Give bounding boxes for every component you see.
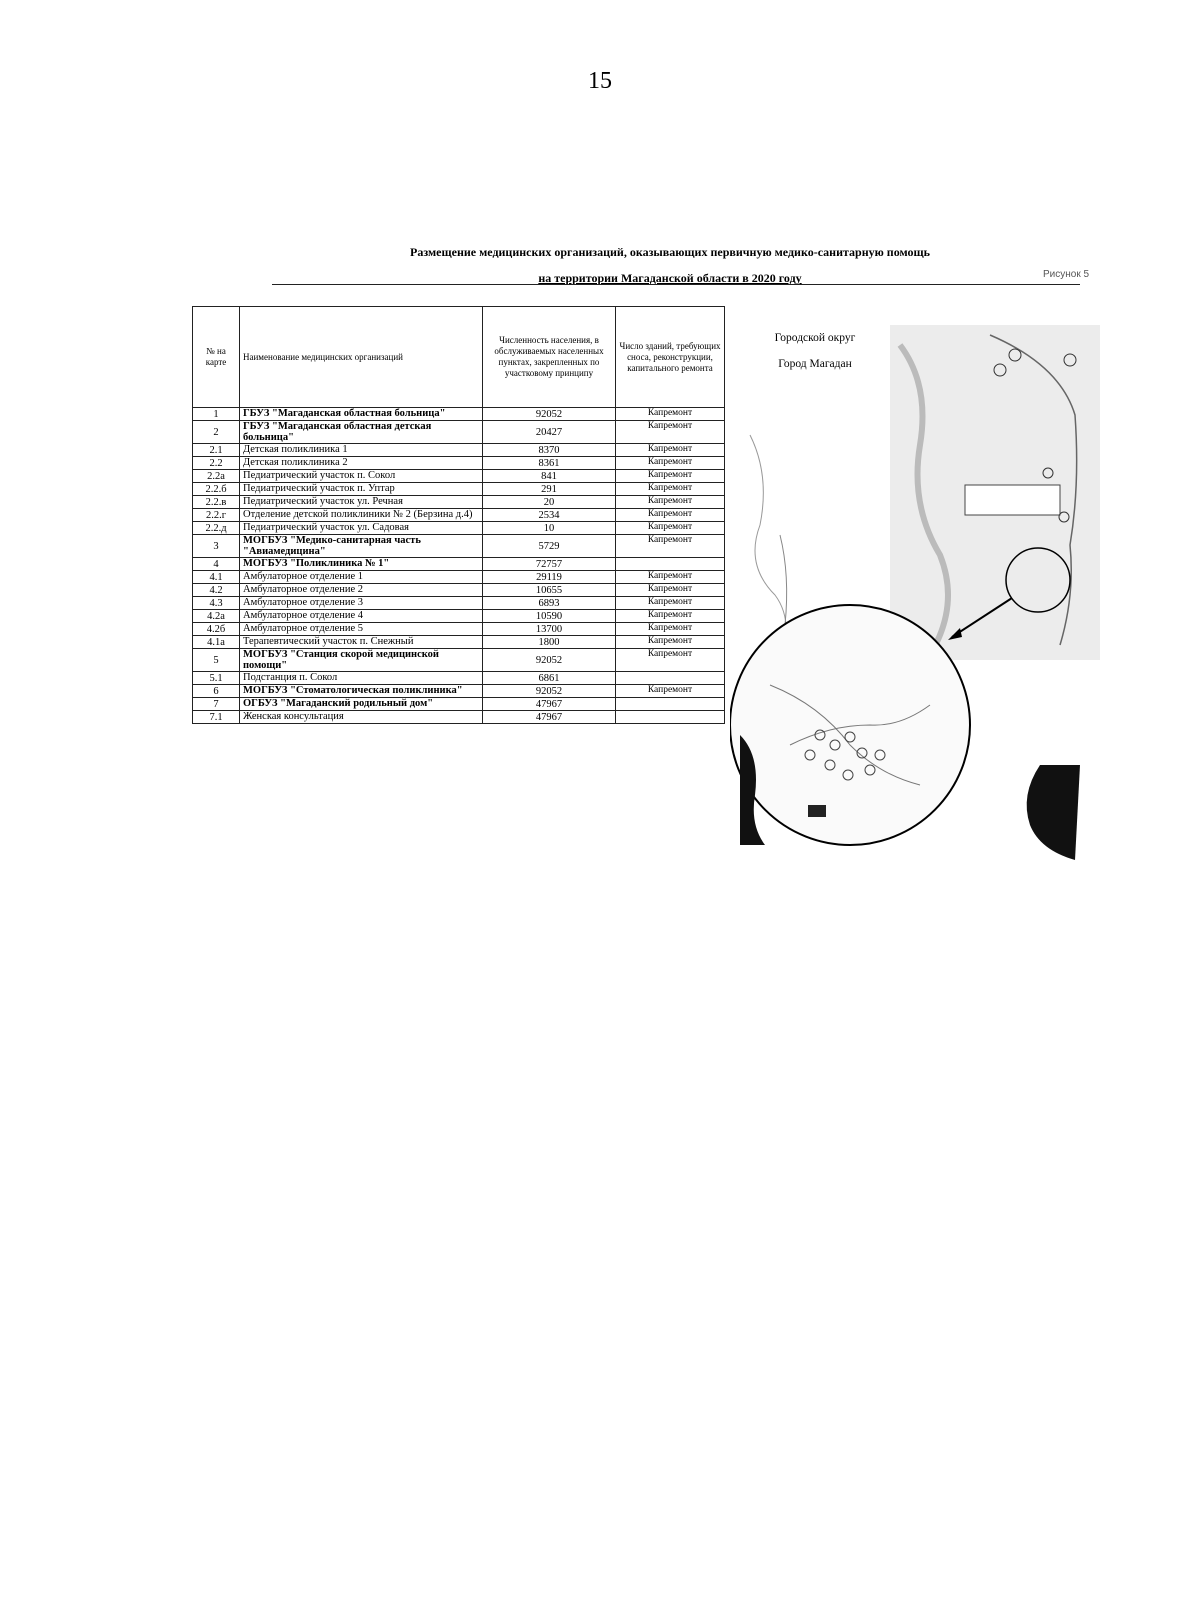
page-number: 15 (588, 68, 612, 94)
map-number-cell: 2.2а (193, 470, 240, 483)
table-row (193, 496, 725, 509)
map-number-cell: 1 (193, 408, 240, 421)
org-name-cell: ГБУЗ "Магаданская областная больница" (240, 408, 483, 421)
map-number-cell: 5.1 (193, 672, 240, 685)
medical-organizations-table (192, 306, 725, 724)
table-row (193, 470, 725, 483)
table-row (193, 571, 725, 584)
population-cell: 8361 (483, 457, 616, 470)
table-row (193, 509, 725, 522)
map-dark-block (808, 805, 826, 817)
map-number-cell: 2.2 (193, 457, 240, 470)
magadan-map-illustration (730, 325, 1100, 885)
population-cell: 47967 (483, 698, 616, 711)
population-cell: 6861 (483, 672, 616, 685)
population-cell: 92052 (483, 685, 616, 698)
org-name-cell: Педиатрический участок п. Сокол (240, 470, 483, 483)
map-number-cell: 4.1 (193, 571, 240, 584)
population-cell: 6893 (483, 597, 616, 610)
org-name-cell: Детская поликлиника 2 (240, 457, 483, 470)
population-cell: 841 (483, 470, 616, 483)
zoom-circle-large (730, 605, 970, 845)
header-buildings: Число зданий, требующих сноса, реконструкции, капитального ремонта (616, 307, 725, 408)
repair-cell: Капремонт (616, 685, 725, 698)
map-legend-box (965, 485, 1060, 515)
population-cell: 72757 (483, 558, 616, 571)
heading-line-2: на территории Магаданской области в 2020 году (538, 271, 802, 285)
repair-cell: Капремонт (616, 470, 725, 483)
map-number-cell: 2.2.д (193, 522, 240, 535)
repair-cell: Капремонт (616, 597, 725, 610)
population-cell: 8370 (483, 444, 616, 457)
org-name-cell: МОГБУЗ "Поликлиника № 1" (240, 558, 483, 571)
org-name-cell: Амбулаторное отделение 1 (240, 571, 483, 584)
header-map-number: № на карте (193, 307, 240, 408)
population-cell: 291 (483, 483, 616, 496)
table-row (193, 672, 725, 685)
map-caption-line-2: Город Магадан (778, 358, 852, 370)
map-number-cell: 3 (193, 535, 240, 558)
org-name-cell: Подстанция п. Сокол (240, 672, 483, 685)
population-cell: 13700 (483, 623, 616, 636)
population-cell: 10590 (483, 610, 616, 623)
repair-cell: Капремонт (616, 496, 725, 509)
org-name-cell: МОГБУЗ "Станция скорой медицинской помощи" (240, 649, 483, 672)
map-number-cell: 7 (193, 698, 240, 711)
map-number-cell: 4.2 (193, 584, 240, 597)
repair-cell: Капремонт (616, 623, 725, 636)
map-number-cell: 2.1 (193, 444, 240, 457)
population-cell: 5729 (483, 535, 616, 558)
table-body (193, 408, 725, 724)
org-name-cell: Амбулаторное отделение 3 (240, 597, 483, 610)
figure-label: Рисунок 5 (1043, 269, 1090, 280)
repair-cell: Капремонт (616, 610, 725, 623)
map-number-cell: 4.1а (193, 636, 240, 649)
org-name-cell: ОГБУЗ "Магаданский родильный дом" (240, 698, 483, 711)
repair-cell: Капремонт (616, 483, 725, 496)
table-row (193, 636, 725, 649)
org-name-cell: Педиатрический участок ул. Садовая (240, 522, 483, 535)
table-row (193, 483, 725, 496)
repair-cell: Капремонт (616, 636, 725, 649)
bay-water-right (1027, 765, 1080, 860)
repair-cell (616, 698, 725, 711)
population-cell: 20 (483, 496, 616, 509)
table-row (193, 408, 725, 421)
heading-rule (272, 284, 1080, 285)
repair-cell (616, 711, 725, 724)
population-cell: 10655 (483, 584, 616, 597)
table-row (193, 711, 725, 724)
repair-cell: Капремонт (616, 535, 725, 558)
map-number-cell: 2.2.г (193, 509, 240, 522)
map-number-cell: 2.2.в (193, 496, 240, 509)
population-cell: 2534 (483, 509, 616, 522)
repair-cell (616, 558, 725, 571)
map-figure (730, 325, 1100, 885)
population-cell: 29119 (483, 571, 616, 584)
table-row (193, 597, 725, 610)
map-number-cell: 4.2б (193, 623, 240, 636)
repair-cell: Капремонт (616, 522, 725, 535)
org-name-cell: Педиатрический участок п. Уптар (240, 483, 483, 496)
population-cell: 10 (483, 522, 616, 535)
org-name-cell: Амбулаторное отделение 5 (240, 623, 483, 636)
table-row (193, 685, 725, 698)
table-row (193, 444, 725, 457)
table-row (193, 584, 725, 597)
population-cell: 20427 (483, 421, 616, 444)
map-number-cell: 4 (193, 558, 240, 571)
org-name-cell: Педиатрический участок ул. Речная (240, 496, 483, 509)
table-row (193, 698, 725, 711)
map-number-cell: 4.3 (193, 597, 240, 610)
map-caption-line-1: Городской округ (774, 332, 856, 344)
map-number-cell: 4.2а (193, 610, 240, 623)
heading-line-1: Размещение медицинских организаций, оказывающих первичную медико-санитарную помощь (410, 245, 930, 259)
population-cell: 1800 (483, 636, 616, 649)
repair-cell: Капремонт (616, 649, 725, 672)
org-name-cell: МОГБУЗ "Медико-санитарная часть "Авиамедицина" (240, 535, 483, 558)
header-org-name: Наименование медицинских организаций (240, 307, 483, 408)
org-name-cell: Отделение детской поликлиники № 2 (Берзина д.4) (240, 509, 483, 522)
map-number-cell: 2.2.б (193, 483, 240, 496)
map-caption (730, 325, 900, 377)
org-name-cell: ГБУЗ "Магаданская областная детская больница" (240, 421, 483, 444)
map-number-cell: 6 (193, 685, 240, 698)
table-row (193, 457, 725, 470)
org-name-cell: Детская поликлиника 1 (240, 444, 483, 457)
table-row (193, 535, 725, 558)
map-number-cell: 2 (193, 421, 240, 444)
table-row (193, 623, 725, 636)
org-name-cell: Амбулаторное отделение 2 (240, 584, 483, 597)
repair-cell: Капремонт (616, 408, 725, 421)
population-cell: 92052 (483, 408, 616, 421)
repair-cell (616, 672, 725, 685)
header-population: Численность населения, в обслуживаемых населенных пунктах, закрепленных по участковому принципу (483, 307, 616, 408)
table-row (193, 558, 725, 571)
repair-cell: Капремонт (616, 571, 725, 584)
table-row (193, 610, 725, 623)
repair-cell: Капремонт (616, 444, 725, 457)
map-number-cell: 7.1 (193, 711, 240, 724)
repair-cell: Капремонт (616, 421, 725, 444)
population-cell: 47967 (483, 711, 616, 724)
table-header-row (193, 307, 725, 408)
table-row (193, 522, 725, 535)
repair-cell: Капремонт (616, 584, 725, 597)
org-name-cell: Женская консультация (240, 711, 483, 724)
population-cell: 92052 (483, 649, 616, 672)
repair-cell: Капремонт (616, 457, 725, 470)
map-number-cell: 5 (193, 649, 240, 672)
table-row (193, 649, 725, 672)
org-name-cell: Амбулаторное отделение 4 (240, 610, 483, 623)
repair-cell: Капремонт (616, 509, 725, 522)
org-name-cell: Терапевтический участок п. Снежный (240, 636, 483, 649)
table-row (193, 421, 725, 444)
org-name-cell: МОГБУЗ "Стоматологическая поликлиника" (240, 685, 483, 698)
